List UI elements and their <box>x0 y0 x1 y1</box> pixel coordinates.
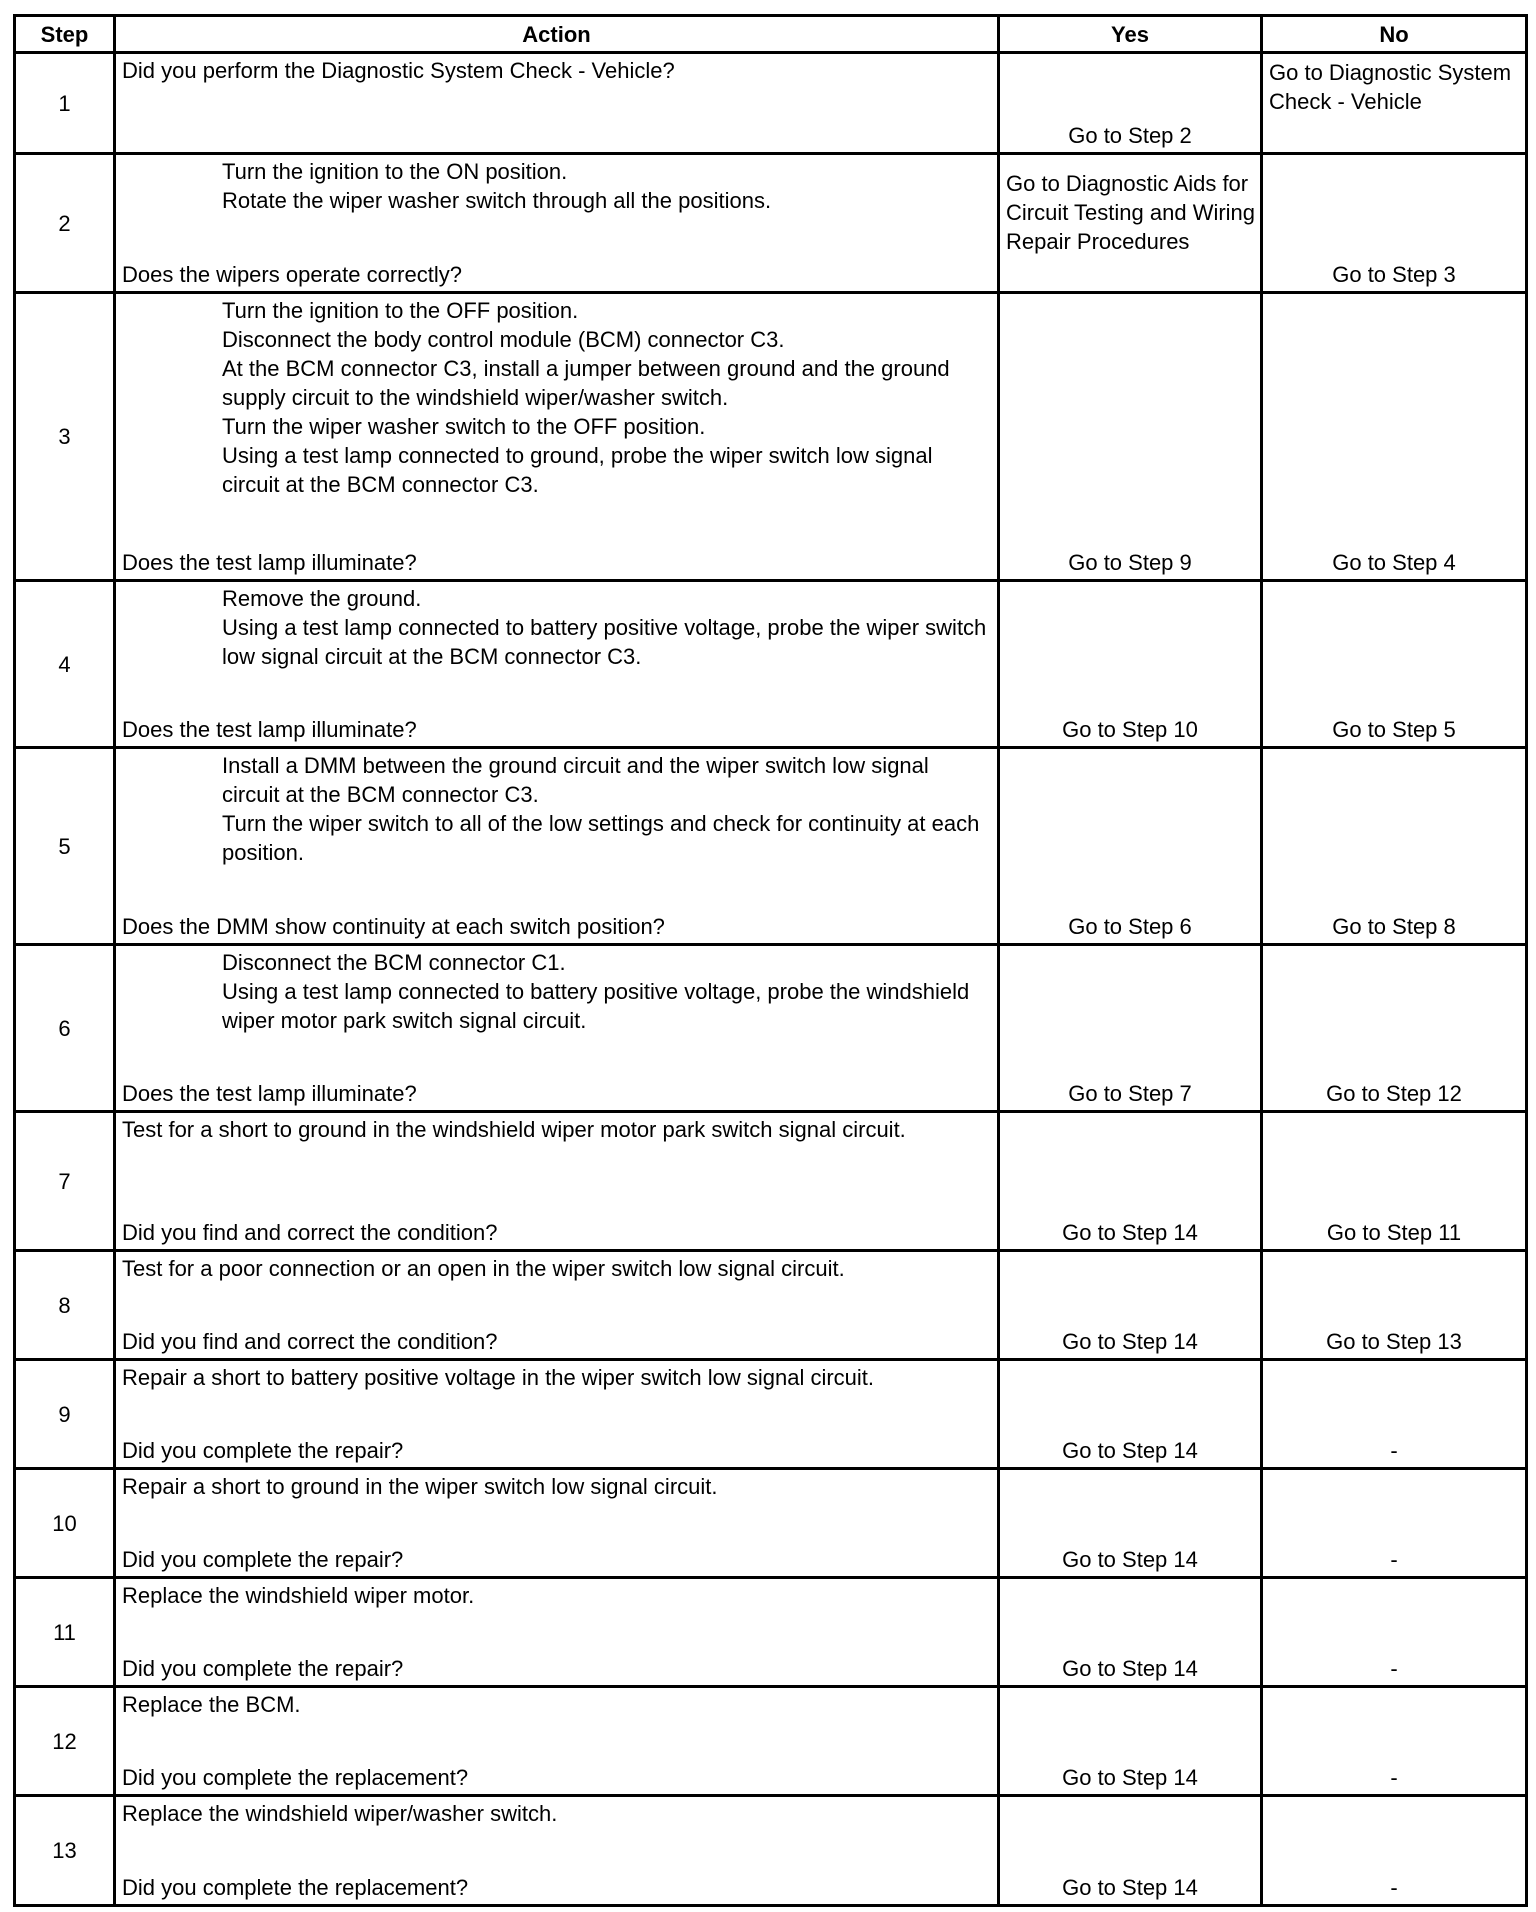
no-cell <box>1262 1360 1527 1469</box>
yes-cell <box>999 581 1262 748</box>
no-result: Go to Step 4 <box>1332 550 1456 575</box>
action-instructions <box>122 296 991 499</box>
step-number: 2 <box>15 154 115 293</box>
no-result: - <box>1390 1765 1398 1790</box>
yes-cell <box>999 154 1262 293</box>
action-instructions <box>122 1363 991 1392</box>
yes-cell <box>999 1112 1262 1251</box>
table-row <box>15 1578 1527 1687</box>
no-result: Go to Step 8 <box>1332 914 1456 939</box>
action-instructions <box>122 1581 991 1610</box>
no-result: Go to Step 12 <box>1326 1081 1462 1106</box>
no-cell <box>1262 1578 1527 1687</box>
yes-result: Go to Step 6 <box>1068 914 1192 939</box>
action-cell <box>115 945 999 1112</box>
instruction-line: Using a test lamp connected to battery positive voltage, probe the windshield wiper motor park switch signal circuit. <box>222 979 970 1033</box>
action-question: Does the test lamp illuminate? <box>122 1081 417 1106</box>
no-result: - <box>1390 1656 1398 1681</box>
table-row <box>15 293 1527 581</box>
no-cell <box>1262 1251 1527 1360</box>
action-cell <box>115 1687 999 1796</box>
yes-result: Go to Step 14 <box>1062 1656 1198 1681</box>
yes-result: Go to Step 10 <box>1062 717 1198 742</box>
header-no: No <box>1262 16 1527 53</box>
action-cell <box>115 1578 999 1687</box>
no-result: Go to Step 11 <box>1326 1220 1462 1245</box>
instruction-line: Test for a short to ground in the windshield wiper motor park switch signal circuit. <box>122 1117 906 1142</box>
table-row <box>15 748 1527 945</box>
header-yes: Yes <box>999 16 1262 53</box>
step-number: 10 <box>15 1469 115 1578</box>
table-row <box>15 53 1527 154</box>
table-row <box>15 1796 1527 1906</box>
action-question: Did you complete the replacement? <box>122 1765 469 1790</box>
yes-result: Go to Step 14 <box>1062 1547 1198 1572</box>
instruction-line: Rotate the wiper washer switch through all the positions. <box>222 188 772 213</box>
yes-cell <box>999 748 1262 945</box>
yes-result: Go to Step 2 <box>1068 123 1192 148</box>
instruction-line: Replace the BCM. <box>122 1692 301 1717</box>
action-cell <box>115 1112 999 1251</box>
yes-cell <box>999 1469 1262 1578</box>
action-question: Does the wipers operate correctly? <box>122 262 462 287</box>
action-cell <box>115 1469 999 1578</box>
instruction-line: Replace the windshield wiper motor. <box>122 1583 475 1608</box>
table-row <box>15 1687 1527 1796</box>
action-question: Does the test lamp illuminate? <box>122 550 417 575</box>
no-cell <box>1262 1687 1527 1796</box>
action-question: Did you complete the repair? <box>122 1547 404 1572</box>
instruction-line: Did you perform the Diagnostic System Check - Vehicle? <box>122 58 675 83</box>
no-result: - <box>1390 1875 1398 1900</box>
step-number: 8 <box>15 1251 115 1360</box>
instruction-line: Disconnect the body control module (BCM) connector C3. <box>222 327 785 352</box>
yes-cell <box>999 1251 1262 1360</box>
instruction-line: Remove the ground. <box>222 586 422 611</box>
yes-result: Go to Step 14 <box>1062 1875 1198 1900</box>
action-instructions <box>122 56 991 85</box>
step-number: 4 <box>15 581 115 748</box>
no-result: Go to Step 3 <box>1332 262 1456 287</box>
yes-cell <box>999 293 1262 581</box>
step-number: 6 <box>15 945 115 1112</box>
no-result: Go to Diagnostic System Check - Vehicle <box>1269 60 1512 114</box>
step-number: 12 <box>15 1687 115 1796</box>
step-number: 1 <box>15 53 115 154</box>
action-instructions <box>122 157 991 215</box>
action-cell <box>115 1796 999 1906</box>
table-body <box>15 53 1527 1906</box>
no-cell <box>1262 293 1527 581</box>
no-cell <box>1262 1112 1527 1251</box>
action-instructions <box>122 1115 991 1144</box>
table-row <box>15 1112 1527 1251</box>
action-question: Did you complete the repair? <box>122 1656 404 1681</box>
action-cell <box>115 293 999 581</box>
yes-cell <box>999 945 1262 1112</box>
action-instructions <box>122 948 991 1035</box>
no-result: - <box>1390 1547 1398 1572</box>
step-number: 3 <box>15 293 115 581</box>
action-question: Did you find and correct the condition? <box>122 1220 498 1245</box>
action-cell <box>115 53 999 154</box>
yes-cell <box>999 1578 1262 1687</box>
table-row <box>15 945 1527 1112</box>
no-cell <box>1262 945 1527 1112</box>
table-row <box>15 1251 1527 1360</box>
action-instructions <box>122 584 991 671</box>
yes-result: Go to Step 14 <box>1062 1765 1198 1790</box>
yes-cell <box>999 1687 1262 1796</box>
action-cell <box>115 748 999 945</box>
instruction-line: Turn the ignition to the OFF position. <box>222 298 579 323</box>
yes-cell <box>999 53 1262 154</box>
instruction-line: Repair a short to battery positive voltage in the wiper switch low signal circuit. <box>122 1365 875 1390</box>
yes-cell <box>999 1796 1262 1906</box>
table-row <box>15 581 1527 748</box>
yes-result: Go to Step 14 <box>1062 1220 1198 1245</box>
yes-result: Go to Diagnostic Aids for Circuit Testing and Wiring Repair Procedures <box>1006 171 1256 254</box>
header-step: Step <box>15 16 115 53</box>
no-cell <box>1262 53 1527 154</box>
yes-result: Go to Step 9 <box>1068 550 1192 575</box>
no-cell <box>1262 154 1527 293</box>
action-question: Did you complete the repair? <box>122 1438 404 1463</box>
instruction-line: Using a test lamp connected to battery positive voltage, probe the wiper switch low signal circuit at the BCM connector C3. <box>222 615 987 669</box>
table-row <box>15 1469 1527 1578</box>
instruction-line: Turn the wiper switch to all of the low settings and check for continuity at each position. <box>222 811 980 865</box>
action-instructions <box>122 751 991 867</box>
step-number: 13 <box>15 1796 115 1906</box>
step-number: 11 <box>15 1578 115 1687</box>
step-number: 5 <box>15 748 115 945</box>
table-row <box>15 154 1527 293</box>
instruction-line: Using a test lamp connected to ground, probe the wiper switch low signal circuit at the BCM connector C3. <box>222 443 933 497</box>
yes-cell <box>999 1360 1262 1469</box>
no-cell <box>1262 1469 1527 1578</box>
step-number: 7 <box>15 1112 115 1251</box>
instruction-line: Disconnect the BCM connector C1. <box>222 950 566 975</box>
no-cell <box>1262 581 1527 748</box>
instruction-line: Test for a poor connection or an open in the wiper switch low signal circuit. <box>122 1256 845 1281</box>
action-question: Does the test lamp illuminate? <box>122 717 417 742</box>
instruction-line: At the BCM connector C3, install a jumper between ground and the ground supply circuit to the windshield wiper/washer switch. <box>222 356 950 410</box>
instruction-line: Turn the wiper washer switch to the OFF position. <box>222 414 706 439</box>
action-cell <box>115 154 999 293</box>
action-question: Did you complete the replacement? <box>122 1875 469 1900</box>
step-number: 9 <box>15 1360 115 1469</box>
instruction-line: Install a DMM between the ground circuit and the wiper switch low signal circuit at the BCM connector C3. <box>222 753 929 807</box>
instruction-line: Turn the ignition to the ON position. <box>222 159 568 184</box>
yes-result: Go to Step 14 <box>1062 1438 1198 1463</box>
instruction-line: Repair a short to ground in the wiper switch low signal circuit. <box>122 1474 718 1499</box>
yes-result: Go to Step 7 <box>1068 1081 1192 1106</box>
action-question: Does the DMM show continuity at each switch position? <box>122 914 665 939</box>
header-row <box>15 16 1527 53</box>
header-action: Action <box>115 16 999 53</box>
no-result: Go to Step 13 <box>1326 1329 1462 1354</box>
yes-result: Go to Step 14 <box>1062 1329 1198 1354</box>
diagnostic-table <box>13 14 1528 1907</box>
action-cell <box>115 581 999 748</box>
action-cell <box>115 1251 999 1360</box>
no-result: - <box>1390 1438 1398 1463</box>
action-cell <box>115 1360 999 1469</box>
action-instructions <box>122 1799 991 1828</box>
action-instructions <box>122 1472 991 1501</box>
no-result: Go to Step 5 <box>1332 717 1456 742</box>
instruction-line: Replace the windshield wiper/washer switch. <box>122 1801 558 1826</box>
action-instructions <box>122 1254 991 1283</box>
action-instructions <box>122 1690 991 1719</box>
no-cell <box>1262 1796 1527 1906</box>
no-cell <box>1262 748 1527 945</box>
table-row <box>15 1360 1527 1469</box>
action-question: Did you find and correct the condition? <box>122 1329 498 1354</box>
